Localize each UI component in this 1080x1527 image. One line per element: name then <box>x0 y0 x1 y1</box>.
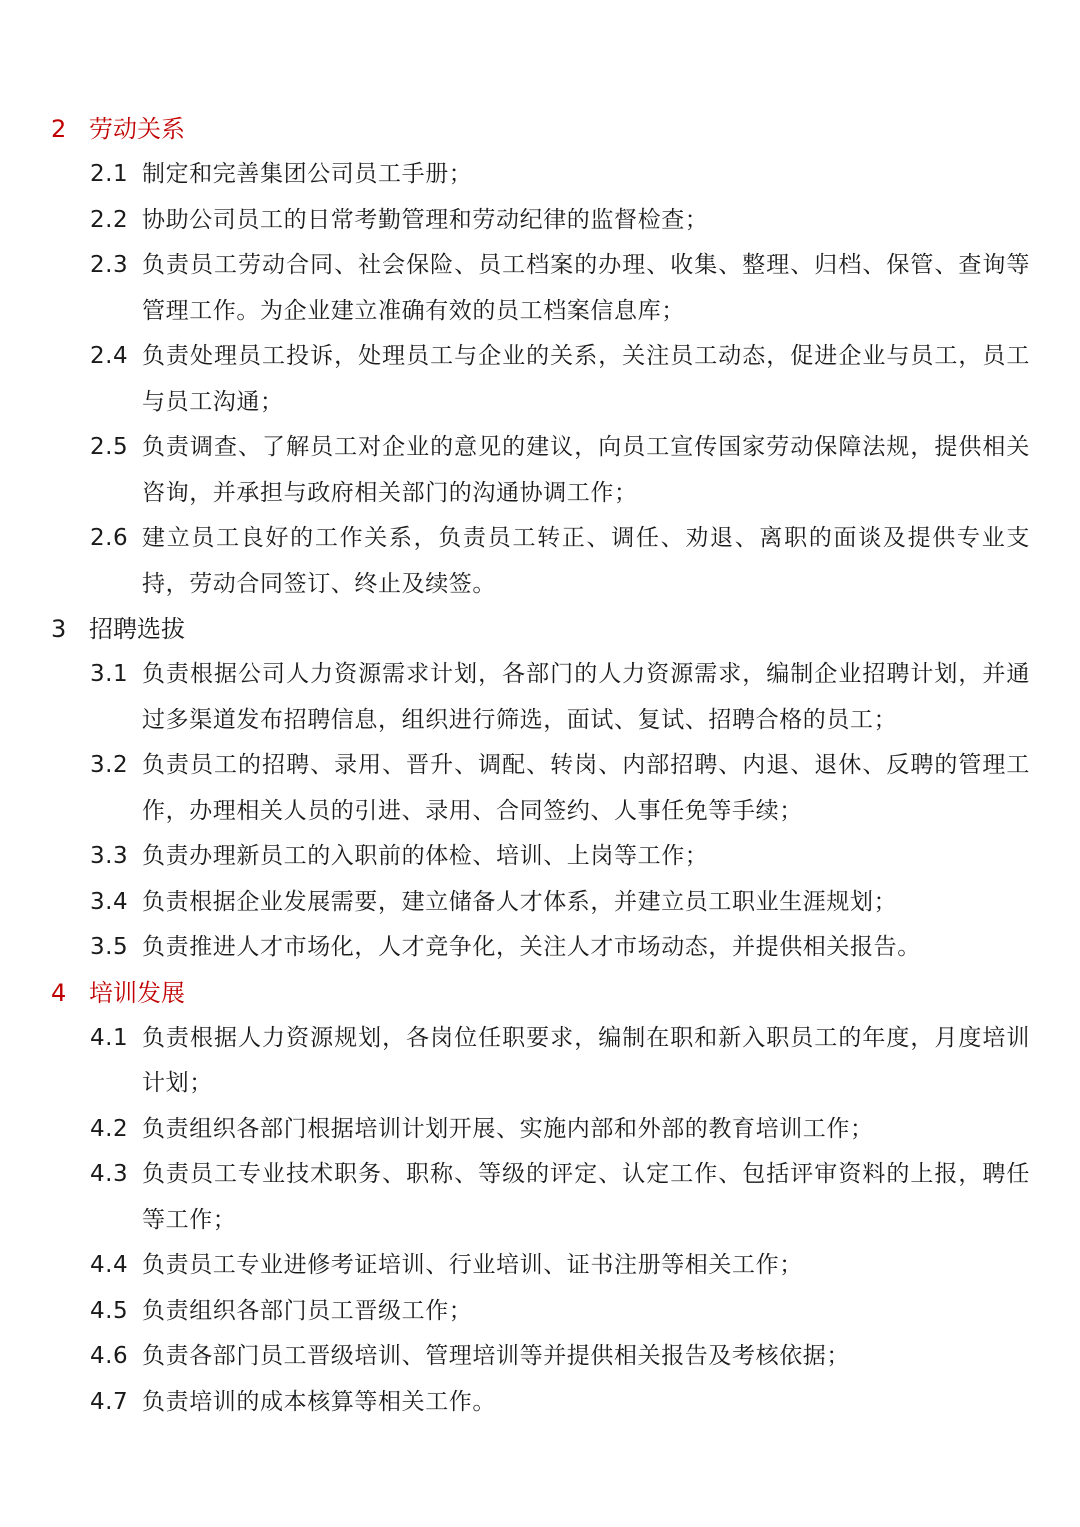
list-item <box>0 334 1080 425</box>
section-title: 招聘选拔 <box>89 615 185 643</box>
list-item <box>0 1289 1080 1335</box>
item-number: 2.1 <box>90 161 129 187</box>
item-text: 负责组织各部门根据培训计划开展、实施内部和外部的教育培训工作； <box>142 1115 874 1142</box>
list-item <box>0 834 1080 880</box>
list-item <box>0 1107 1080 1153</box>
item-text: 负责员工专业进修考证培训、行业培训、证书注册等相关工作； <box>142 1252 803 1278</box>
item-text: 负责组织各部门员工晋级工作； <box>142 1297 473 1324</box>
item-text: 负责员工的招聘、录用、晋升、调配、转岗、内部招聘、内退、退休、反聘的管理工作，办理相关人员的引进、录用、合同签约、人事任免等手续； <box>142 752 1030 824</box>
list-item <box>0 925 1080 971</box>
list-item <box>0 1334 1080 1380</box>
item-text: 负责员工劳动合同、社会保险、员工档案的办理、收集、整理、归档、保管、查询等管理工作。为企业建立准确有效的员工档案信息库； <box>142 252 1030 324</box>
item-text: 负责办理新员工的入职前的体检、培训、上岗等工作； <box>142 843 709 869</box>
list-item <box>0 1016 1080 1107</box>
item-text: 制定和完善集团公司员工手册； <box>142 161 473 187</box>
item-number: 2.5 <box>90 434 129 460</box>
list-item <box>0 516 1080 607</box>
item-number: 2.2 <box>90 206 129 233</box>
list-item <box>0 152 1080 198</box>
item-number: 2.6 <box>90 525 129 551</box>
section-training <box>0 971 1080 1426</box>
item-text: 建立员工良好的工作关系，负责员工转正、调任、劝退、离职的面谈及提供专业支持，劳动合同签订、终止及续签。 <box>142 525 1030 597</box>
section-recruitment <box>0 607 1080 971</box>
item-text: 负责根据公司人力资源需求计划，各部门的人力资源需求，编制企业招聘计划，并通过多渠道发布招聘信息，组织进行筛选，面试、复试、招聘合格的员工； <box>142 661 1030 733</box>
item-text: 负责员工专业技术职务、职称、等级的评定、认定工作、包括评审资料的上报，聘任等工作； <box>142 1161 1030 1233</box>
list-item <box>0 1380 1080 1426</box>
list-item <box>0 743 1080 834</box>
item-number: 3.1 <box>90 661 129 687</box>
list-item <box>0 425 1080 516</box>
item-number: 3.4 <box>90 888 129 915</box>
item-text: 负责各部门员工晋级培训、管理培训等并提供相关报告及考核依据； <box>142 1343 850 1369</box>
section-title: 劳动关系 <box>89 115 185 143</box>
section-heading <box>0 607 1080 652</box>
item-number: 4.5 <box>90 1297 129 1324</box>
section-heading <box>0 971 1080 1016</box>
list-item <box>0 198 1080 244</box>
list-item <box>0 880 1080 926</box>
section-number: 2 <box>51 115 67 143</box>
item-number: 4.4 <box>90 1252 129 1278</box>
item-number: 4.2 <box>90 1115 129 1142</box>
item-text: 负责培训的成本核算等相关工作。 <box>142 1388 496 1415</box>
item-text: 负责处理员工投诉，处理员工与企业的关系，关注员工动态，促进企业与员工，员工与员工沟通； <box>142 343 1030 415</box>
section-number: 4 <box>51 978 67 1007</box>
list-item <box>0 652 1080 743</box>
list-item <box>0 1243 1080 1289</box>
document-page <box>0 107 1080 1425</box>
section-labor-relations <box>0 107 1080 607</box>
list-item <box>0 1152 1080 1243</box>
item-number: 2.4 <box>90 343 129 369</box>
item-text: 负责根据人力资源规划，各岗位任职要求，编制在职和新入职员工的年度，月度培训计划； <box>142 1024 1030 1096</box>
section-number: 3 <box>51 615 67 643</box>
item-number: 3.5 <box>90 934 129 960</box>
item-text: 负责调查、了解员工对企业的意见的建议，向员工宣传国家劳动保障法规，提供相关咨询，并承担与政府相关部门的沟通协调工作； <box>142 434 1030 506</box>
item-number: 3.2 <box>90 752 129 778</box>
item-number: 4.1 <box>90 1024 129 1051</box>
item-text: 负责推进人才市场化，人才竞争化，关注人才市场动态，并提供相关报告。 <box>142 934 921 960</box>
item-number: 4.6 <box>90 1343 129 1369</box>
item-number: 4.7 <box>90 1388 129 1415</box>
item-number: 4.3 <box>90 1161 129 1187</box>
section-title: 培训发展 <box>89 978 185 1007</box>
item-text: 协助公司员工的日常考勤管理和劳动纪律的监督检查； <box>142 206 709 233</box>
item-number: 3.3 <box>90 843 129 869</box>
section-heading <box>0 107 1080 152</box>
list-item <box>0 243 1080 334</box>
item-text: 负责根据企业发展需要，建立储备人才体系，并建立员工职业生涯规划； <box>142 888 898 915</box>
item-number: 2.3 <box>90 252 129 278</box>
